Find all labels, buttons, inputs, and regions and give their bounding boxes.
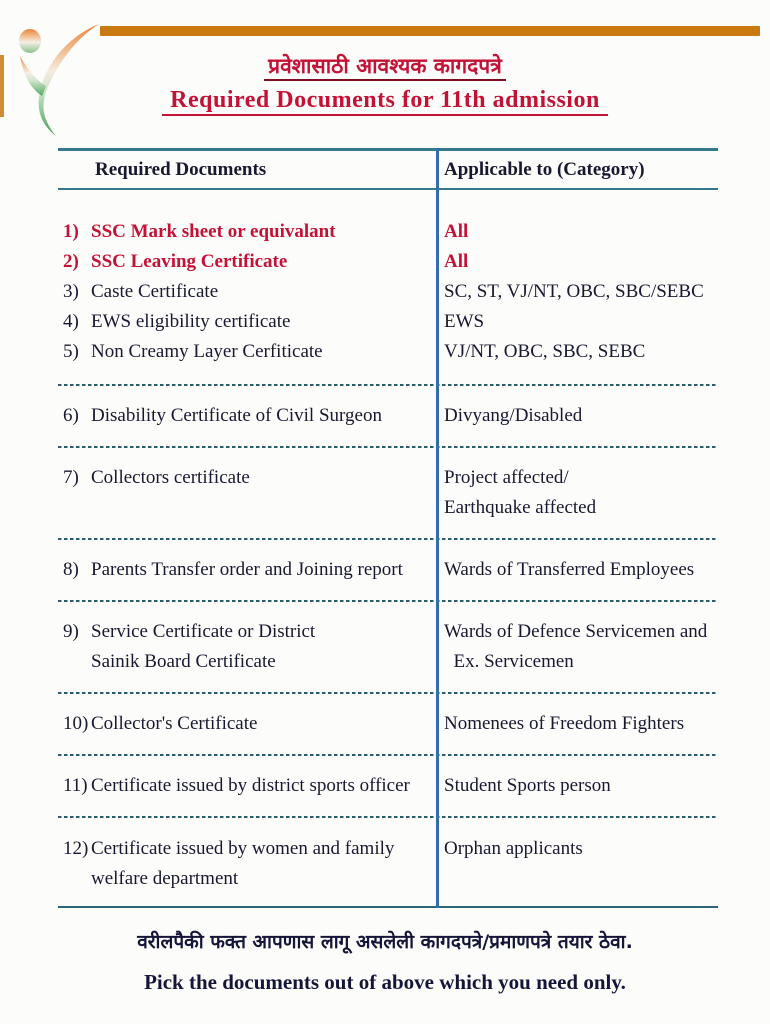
page-title-english xyxy=(0,87,770,114)
page-title-marathi xyxy=(0,52,770,80)
top-accent-bar xyxy=(100,26,760,36)
doc-line: Collectors certificate xyxy=(91,467,250,488)
documents-table xyxy=(58,148,718,908)
doc-cell xyxy=(58,834,437,894)
doc-cell xyxy=(58,771,437,801)
doc-line: SSC Leaving Certificate xyxy=(91,251,288,272)
doc-text xyxy=(91,307,437,337)
table-row xyxy=(58,277,718,307)
page-title-marathi-text: प्रवेशासाठी आवश्यक कागदपत्रे xyxy=(264,54,506,81)
category-line: Student Sports person xyxy=(444,775,611,796)
category-line: Project affected/ xyxy=(444,467,569,488)
doc-cell xyxy=(58,463,437,523)
category-cell xyxy=(437,217,718,247)
doc-text xyxy=(91,771,437,801)
doc-line: Caste Certificate xyxy=(91,281,219,302)
footer-note-marathi: वरीलपैकी फक्त आपणास लागू असलेली कागदपत्रे/प्रमाणपत्रे तयार ठेवा. xyxy=(137,931,633,953)
table-row xyxy=(58,771,718,801)
doc-cell xyxy=(58,217,437,247)
table-section xyxy=(58,818,718,906)
category-line: All xyxy=(444,221,469,242)
doc-line: Disability Certificate of Civil Surgeon xyxy=(91,405,382,426)
category-line: Nomenees of Freedom Fighters xyxy=(444,713,685,734)
doc-line: Certificate issued by district sports officer xyxy=(91,775,410,796)
table-header-row xyxy=(58,148,718,190)
category-cell xyxy=(437,463,718,523)
doc-cell xyxy=(58,401,437,431)
category-line: All xyxy=(444,251,469,272)
row-number: 2) xyxy=(63,251,79,272)
category-cell xyxy=(437,277,718,307)
row-number: 10) xyxy=(63,713,89,734)
doc-text xyxy=(91,401,437,431)
doc-line: welfare department xyxy=(91,868,239,889)
table-row xyxy=(58,247,718,277)
row-number: 8) xyxy=(63,559,79,580)
doc-text xyxy=(91,247,437,277)
category-cell xyxy=(437,247,718,277)
doc-text xyxy=(91,337,437,367)
table-section xyxy=(58,602,718,692)
doc-cell xyxy=(58,709,437,739)
category-cell xyxy=(437,709,718,739)
footer-note-english: Pick the documents out of above which you need only. xyxy=(144,970,626,994)
table-row xyxy=(58,337,718,367)
doc-line: Sainik Board Certificate xyxy=(91,651,276,672)
doc-cell xyxy=(58,337,437,367)
table-section xyxy=(58,190,718,384)
table-row xyxy=(58,307,718,337)
category-cell xyxy=(437,401,718,431)
doc-cell xyxy=(58,247,437,277)
category-line: Wards of Transferred Employees xyxy=(444,559,695,580)
category-line: Ex. Servicemen xyxy=(444,651,574,672)
category-cell xyxy=(437,771,718,801)
column-header-documents: Required Documents xyxy=(95,158,267,180)
category-line: Divyang/Disabled xyxy=(444,405,583,426)
doc-text xyxy=(91,217,437,247)
doc-line: Parents Transfer order and Joining report xyxy=(91,559,403,580)
row-number: 3) xyxy=(63,281,79,302)
category-cell xyxy=(437,555,718,585)
table-section xyxy=(58,448,718,538)
doc-text xyxy=(91,709,437,739)
category-cell xyxy=(437,617,718,677)
table-row xyxy=(58,709,718,739)
row-number: 4) xyxy=(63,311,79,332)
row-number: 6) xyxy=(63,405,79,426)
category-line: Earthquake affected xyxy=(444,497,597,518)
doc-text xyxy=(91,277,437,307)
table-row xyxy=(58,217,718,247)
category-line: Wards of Defence Servicemen and xyxy=(444,621,708,642)
doc-line: Non Creamy Layer Cerfiticate xyxy=(91,341,323,362)
row-number: 12) xyxy=(63,838,89,859)
doc-cell xyxy=(58,307,437,337)
row-number: 1) xyxy=(63,221,79,242)
category-line: EWS xyxy=(444,311,485,332)
column-divider-line xyxy=(436,148,439,908)
doc-cell xyxy=(58,277,437,307)
doc-text xyxy=(91,463,437,523)
row-number: 9) xyxy=(63,621,79,642)
doc-text xyxy=(91,617,437,677)
table-body xyxy=(58,190,718,908)
row-number: 5) xyxy=(63,341,79,362)
category-cell xyxy=(437,337,718,367)
table-row xyxy=(58,555,718,585)
doc-cell xyxy=(58,555,437,585)
table-row xyxy=(58,617,718,677)
row-number: 11) xyxy=(63,775,88,796)
doc-text xyxy=(91,555,437,585)
doc-cell xyxy=(58,617,437,677)
table-section xyxy=(58,540,718,600)
table-row xyxy=(58,834,718,894)
table-section xyxy=(58,386,718,446)
doc-line: Certificate issued by women and family xyxy=(91,838,395,859)
doc-line: SSC Mark sheet or equivalant xyxy=(91,221,336,242)
table-section xyxy=(58,694,718,754)
table-section xyxy=(58,756,718,816)
column-header-category: Applicable to (Category) xyxy=(444,158,645,180)
category-cell xyxy=(437,307,718,337)
category-line: VJ/NT, OBC, SBC, SEBC xyxy=(444,341,646,362)
doc-line: EWS eligibility certificate xyxy=(91,311,291,332)
category-line: Orphan applicants xyxy=(444,838,583,859)
category-cell xyxy=(437,834,718,894)
doc-line: Service Certificate or District xyxy=(91,621,316,642)
page-title-english-text: Required Documents for 11th admission xyxy=(162,87,608,116)
table-row xyxy=(58,463,718,523)
doc-line: Collector's Certificate xyxy=(91,713,258,734)
category-line: SC, ST, VJ/NT, OBC, SBC/SEBC xyxy=(444,281,704,302)
row-number: 7) xyxy=(63,467,79,488)
table-row xyxy=(58,401,718,431)
doc-text xyxy=(91,834,437,894)
